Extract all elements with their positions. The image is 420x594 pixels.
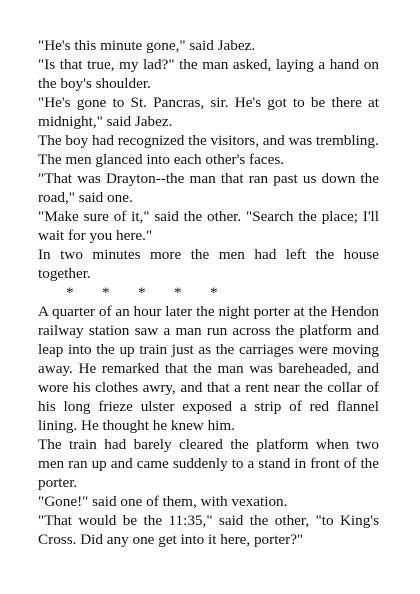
paragraph: A quarter of an hour later the night porter at the Hendon railway station saw a man run across the platform and leap into the up train just as the carriages were moving away. He remarked that the man was bareheaded, and wore his clothes awry, and that a rent near the collar of his long frieze ulster exposed a strip of red flannel lining. He thought he knew him.: [38, 303, 379, 434]
section-break-star: *: [174, 284, 182, 301]
paragraph: "Make sure of it," said the other. "Search the place; I'll wait for you here.": [38, 208, 379, 244]
paragraph: "Gone!" said one of them, with vexation.: [38, 493, 288, 510]
paragraph: "He's gone to St. Pancras, sir. He's got to be there at midnight," said Jabez.: [38, 94, 379, 130]
paragraph: "That would be the 11:35," said the other, "to King's Cross. Did any one get into it here, porter?": [38, 512, 379, 548]
section-break-star: *: [138, 284, 146, 301]
paragraph: In two minutes more the men had left the house together.: [38, 246, 379, 282]
section-break-star: *: [210, 284, 218, 301]
book-page: [38, 36, 379, 549]
section-break-star: *: [66, 284, 74, 301]
section-break-star: *: [102, 284, 110, 301]
paragraph: "Is that true, my lad?" the man asked, laying a hand on the boy's shoulder.: [38, 56, 379, 92]
paragraph: "That was Drayton--the man that ran past us down the road," said one.: [38, 170, 379, 206]
paragraph: The boy had recognized the visitors, and was trembling.: [38, 132, 379, 149]
paragraph: The men glanced into each other's faces.: [38, 151, 285, 168]
paragraph: "He's this minute gone," said Jabez.: [38, 37, 256, 54]
paragraph: The train had barely cleared the platform when two men ran up and came suddenly to a stand in front of the porter.: [38, 436, 379, 491]
section-break: [38, 283, 379, 302]
